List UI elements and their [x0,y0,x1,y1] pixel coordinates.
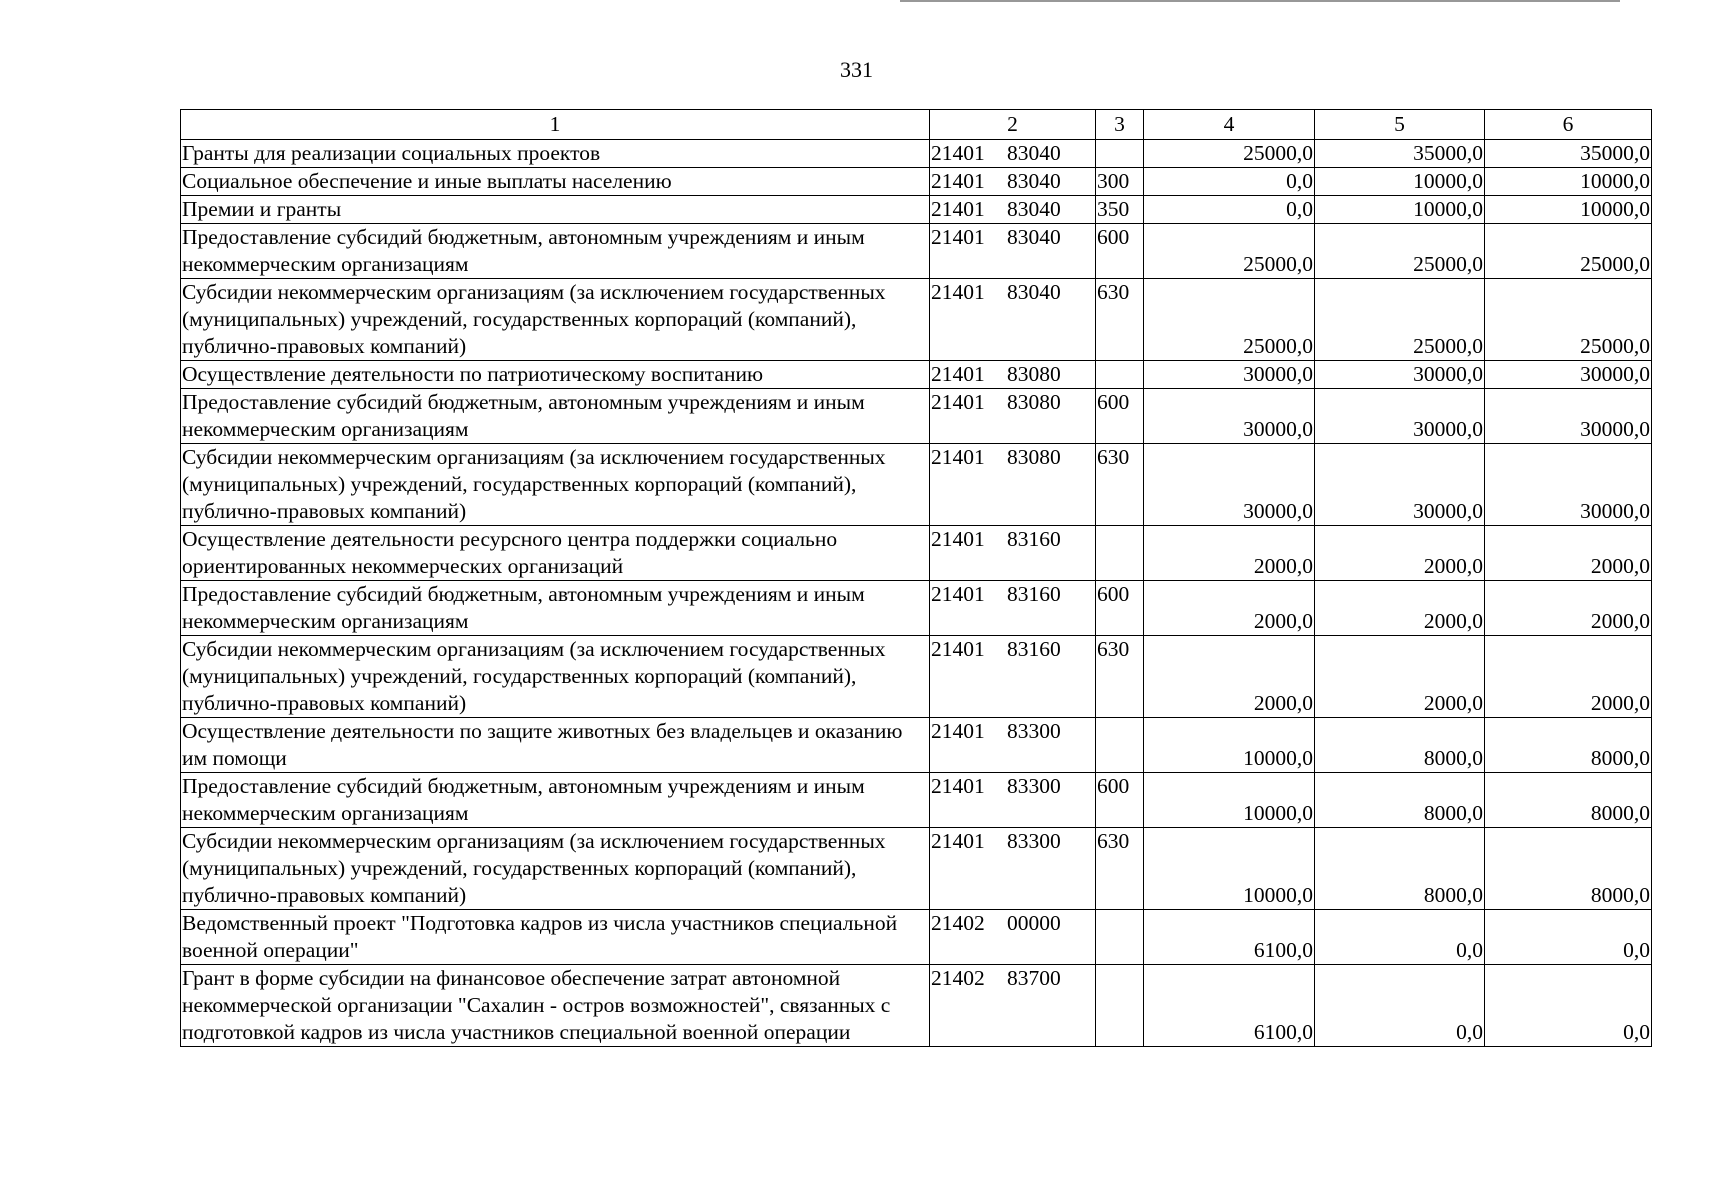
table-row [181,168,1652,196]
row-value-col4: 10000,0 [1144,718,1315,773]
row-type-cell [1096,910,1144,965]
row-name-cell: Осуществление деятельности ресурсного центра поддержки социально ориентированных некоммерческих организаций [181,526,930,581]
row-code-cell [930,361,1096,389]
row-value-col6: 8000,0 [1485,718,1652,773]
row-name-cell: Социальное обеспечение и иные выплаты населению [181,168,930,196]
row-value-col6: 8000,0 [1485,828,1652,910]
program-code: 21401 [931,719,985,743]
program-code: 21401 [931,527,985,551]
row-name-cell: Грант в форме субсидии на финансовое обеспечение затрат автономной некоммерческой организации "Сахалин - остров возможностей", связанных с подготовкой кадров из числа участников специальной военной операции [181,965,930,1047]
direction-code: 00000 [1007,911,1061,935]
row-value-col4: 2000,0 [1144,526,1315,581]
table-row [181,140,1652,168]
table-row [181,444,1652,526]
direction-code: 83300 [1007,829,1061,853]
row-value-col4: 6100,0 [1144,965,1315,1047]
row-name-cell: Предоставление субсидий бюджетным, автономным учреждениям и иным некоммерческим организациям [181,389,930,444]
row-value-col4: 25000,0 [1144,224,1315,279]
row-code-cell [930,224,1096,279]
program-code: 21401 [931,169,985,193]
row-type-cell: 630 [1096,279,1144,361]
row-value-col4: 30000,0 [1144,389,1315,444]
row-type-cell: 630 [1096,444,1144,526]
row-type-cell: 300 [1096,168,1144,196]
program-code: 21401 [931,390,985,414]
row-type-cell: 600 [1096,389,1144,444]
column-header-5: 5 [1315,110,1485,140]
row-value-col5: 2000,0 [1315,636,1485,718]
row-value-col6: 0,0 [1485,910,1652,965]
row-value-col5: 2000,0 [1315,581,1485,636]
scan-edge-rule [900,0,1620,2]
row-code-cell [930,828,1096,910]
row-value-col4: 25000,0 [1144,279,1315,361]
direction-code: 83080 [1007,362,1061,386]
column-header-3: 3 [1096,110,1144,140]
row-value-col6: 8000,0 [1485,773,1652,828]
row-value-col6: 2000,0 [1485,636,1652,718]
direction-code: 83040 [1007,280,1061,304]
row-value-col6: 30000,0 [1485,444,1652,526]
row-name-cell: Осуществление деятельности по патриотическому воспитанию [181,361,930,389]
row-value-col5: 10000,0 [1315,196,1485,224]
row-code-cell [930,526,1096,581]
table-row [181,581,1652,636]
budget-table [180,109,1652,1047]
program-code: 21401 [931,445,985,469]
row-value-col6: 10000,0 [1485,168,1652,196]
program-code: 21401 [931,582,985,606]
row-type-cell [1096,718,1144,773]
direction-code: 83160 [1007,637,1061,661]
column-header-6: 6 [1485,110,1652,140]
row-value-col5: 8000,0 [1315,718,1485,773]
row-name-cell: Ведомственный проект "Подготовка кадров из числа участников специальной военной операции" [181,910,930,965]
table-row [181,910,1652,965]
row-name-cell: Предоставление субсидий бюджетным, автономным учреждениям и иным некоммерческим организациям [181,224,930,279]
table-row [181,828,1652,910]
table-row [181,718,1652,773]
table-row [181,965,1652,1047]
direction-code: 83700 [1007,966,1061,990]
program-code: 21401 [931,225,985,249]
row-type-cell: 630 [1096,636,1144,718]
row-code-cell [930,196,1096,224]
row-type-cell [1096,526,1144,581]
row-code-cell [930,279,1096,361]
row-value-col4: 0,0 [1144,168,1315,196]
row-code-cell [930,581,1096,636]
row-name-cell: Субсидии некоммерческим организациям (за исключением государственных (муниципальных) учреждений, государственных корпораций (компаний), публично-правовых компаний) [181,636,930,718]
table-body [181,140,1652,1047]
column-header-4: 4 [1144,110,1315,140]
row-type-cell: 600 [1096,224,1144,279]
row-value-col4: 2000,0 [1144,636,1315,718]
row-value-col5: 0,0 [1315,965,1485,1047]
table-header-row [181,110,1652,140]
row-type-cell: 630 [1096,828,1144,910]
program-code: 21401 [931,637,985,661]
table-row [181,526,1652,581]
table-row [181,361,1652,389]
row-value-col5: 30000,0 [1315,389,1485,444]
row-code-cell [930,444,1096,526]
program-code: 21401 [931,141,985,165]
row-code-cell [930,140,1096,168]
direction-code: 83300 [1007,719,1061,743]
table-row [181,773,1652,828]
program-code: 21401 [931,829,985,853]
row-value-col4: 0,0 [1144,196,1315,224]
row-name-cell: Осуществление деятельности по защите животных без владельцев и оказанию им помощи [181,718,930,773]
row-value-col4: 30000,0 [1144,444,1315,526]
row-value-col4: 10000,0 [1144,828,1315,910]
row-value-col5: 25000,0 [1315,279,1485,361]
row-value-col6: 35000,0 [1485,140,1652,168]
row-value-col5: 30000,0 [1315,444,1485,526]
direction-code: 83300 [1007,774,1061,798]
row-code-cell [930,718,1096,773]
row-name-cell: Премии и гранты [181,196,930,224]
row-name-cell: Предоставление субсидий бюджетным, автономным учреждениям и иным некоммерческим организациям [181,581,930,636]
row-name-cell: Предоставление субсидий бюджетным, автономным учреждениям и иным некоммерческим организациям [181,773,930,828]
table-row [181,636,1652,718]
row-code-cell [930,910,1096,965]
row-value-col6: 2000,0 [1485,526,1652,581]
row-type-cell: 350 [1096,196,1144,224]
column-header-1: 1 [181,110,930,140]
row-value-col5: 8000,0 [1315,828,1485,910]
program-code: 21401 [931,280,985,304]
program-code: 21402 [931,966,985,990]
program-code: 21402 [931,911,985,935]
row-value-col5: 35000,0 [1315,140,1485,168]
row-value-col6: 2000,0 [1485,581,1652,636]
direction-code: 83040 [1007,169,1061,193]
direction-code: 83040 [1007,225,1061,249]
row-name-cell: Субсидии некоммерческим организациям (за исключением государственных (муниципальных) учреждений, государственных корпораций (компаний), публично-правовых компаний) [181,279,930,361]
row-type-cell: 600 [1096,773,1144,828]
row-value-col5: 0,0 [1315,910,1485,965]
row-code-cell [930,636,1096,718]
direction-code: 83040 [1007,141,1061,165]
row-value-col4: 6100,0 [1144,910,1315,965]
row-type-cell: 600 [1096,581,1144,636]
row-value-col4: 2000,0 [1144,581,1315,636]
row-code-cell [930,773,1096,828]
row-type-cell [1096,965,1144,1047]
table-row [181,389,1652,444]
column-header-2: 2 [930,110,1096,140]
row-value-col6: 30000,0 [1485,361,1652,389]
row-value-col5: 30000,0 [1315,361,1485,389]
row-type-cell [1096,361,1144,389]
row-code-cell [930,168,1096,196]
row-value-col5: 8000,0 [1315,773,1485,828]
row-value-col6: 10000,0 [1485,196,1652,224]
row-code-cell [930,389,1096,444]
program-code: 21401 [931,197,985,221]
page-number: 331 [840,57,873,82]
table-row [181,279,1652,361]
row-value-col6: 25000,0 [1485,224,1652,279]
row-value-col6: 25000,0 [1485,279,1652,361]
row-value-col5: 2000,0 [1315,526,1485,581]
direction-code: 83080 [1007,390,1061,414]
table-row [181,196,1652,224]
row-value-col4: 10000,0 [1144,773,1315,828]
row-type-cell [1096,140,1144,168]
direction-code: 83040 [1007,197,1061,221]
program-code: 21401 [931,362,985,386]
row-value-col6: 0,0 [1485,965,1652,1047]
row-value-col4: 30000,0 [1144,361,1315,389]
row-name-cell: Субсидии некоммерческим организациям (за исключением государственных (муниципальных) учреждений, государственных корпораций (компаний), публично-правовых компаний) [181,828,930,910]
table-row [181,224,1652,279]
program-code: 21401 [931,774,985,798]
direction-code: 83080 [1007,445,1061,469]
row-value-col5: 25000,0 [1315,224,1485,279]
row-value-col4: 25000,0 [1144,140,1315,168]
direction-code: 83160 [1007,582,1061,606]
row-name-cell: Гранты для реализации социальных проектов [181,140,930,168]
row-value-col6: 30000,0 [1485,389,1652,444]
direction-code: 83160 [1007,527,1061,551]
row-code-cell [930,965,1096,1047]
row-name-cell: Субсидии некоммерческим организациям (за исключением государственных (муниципальных) учреждений, государственных корпораций (компаний), публично-правовых компаний) [181,444,930,526]
row-value-col5: 10000,0 [1315,168,1485,196]
